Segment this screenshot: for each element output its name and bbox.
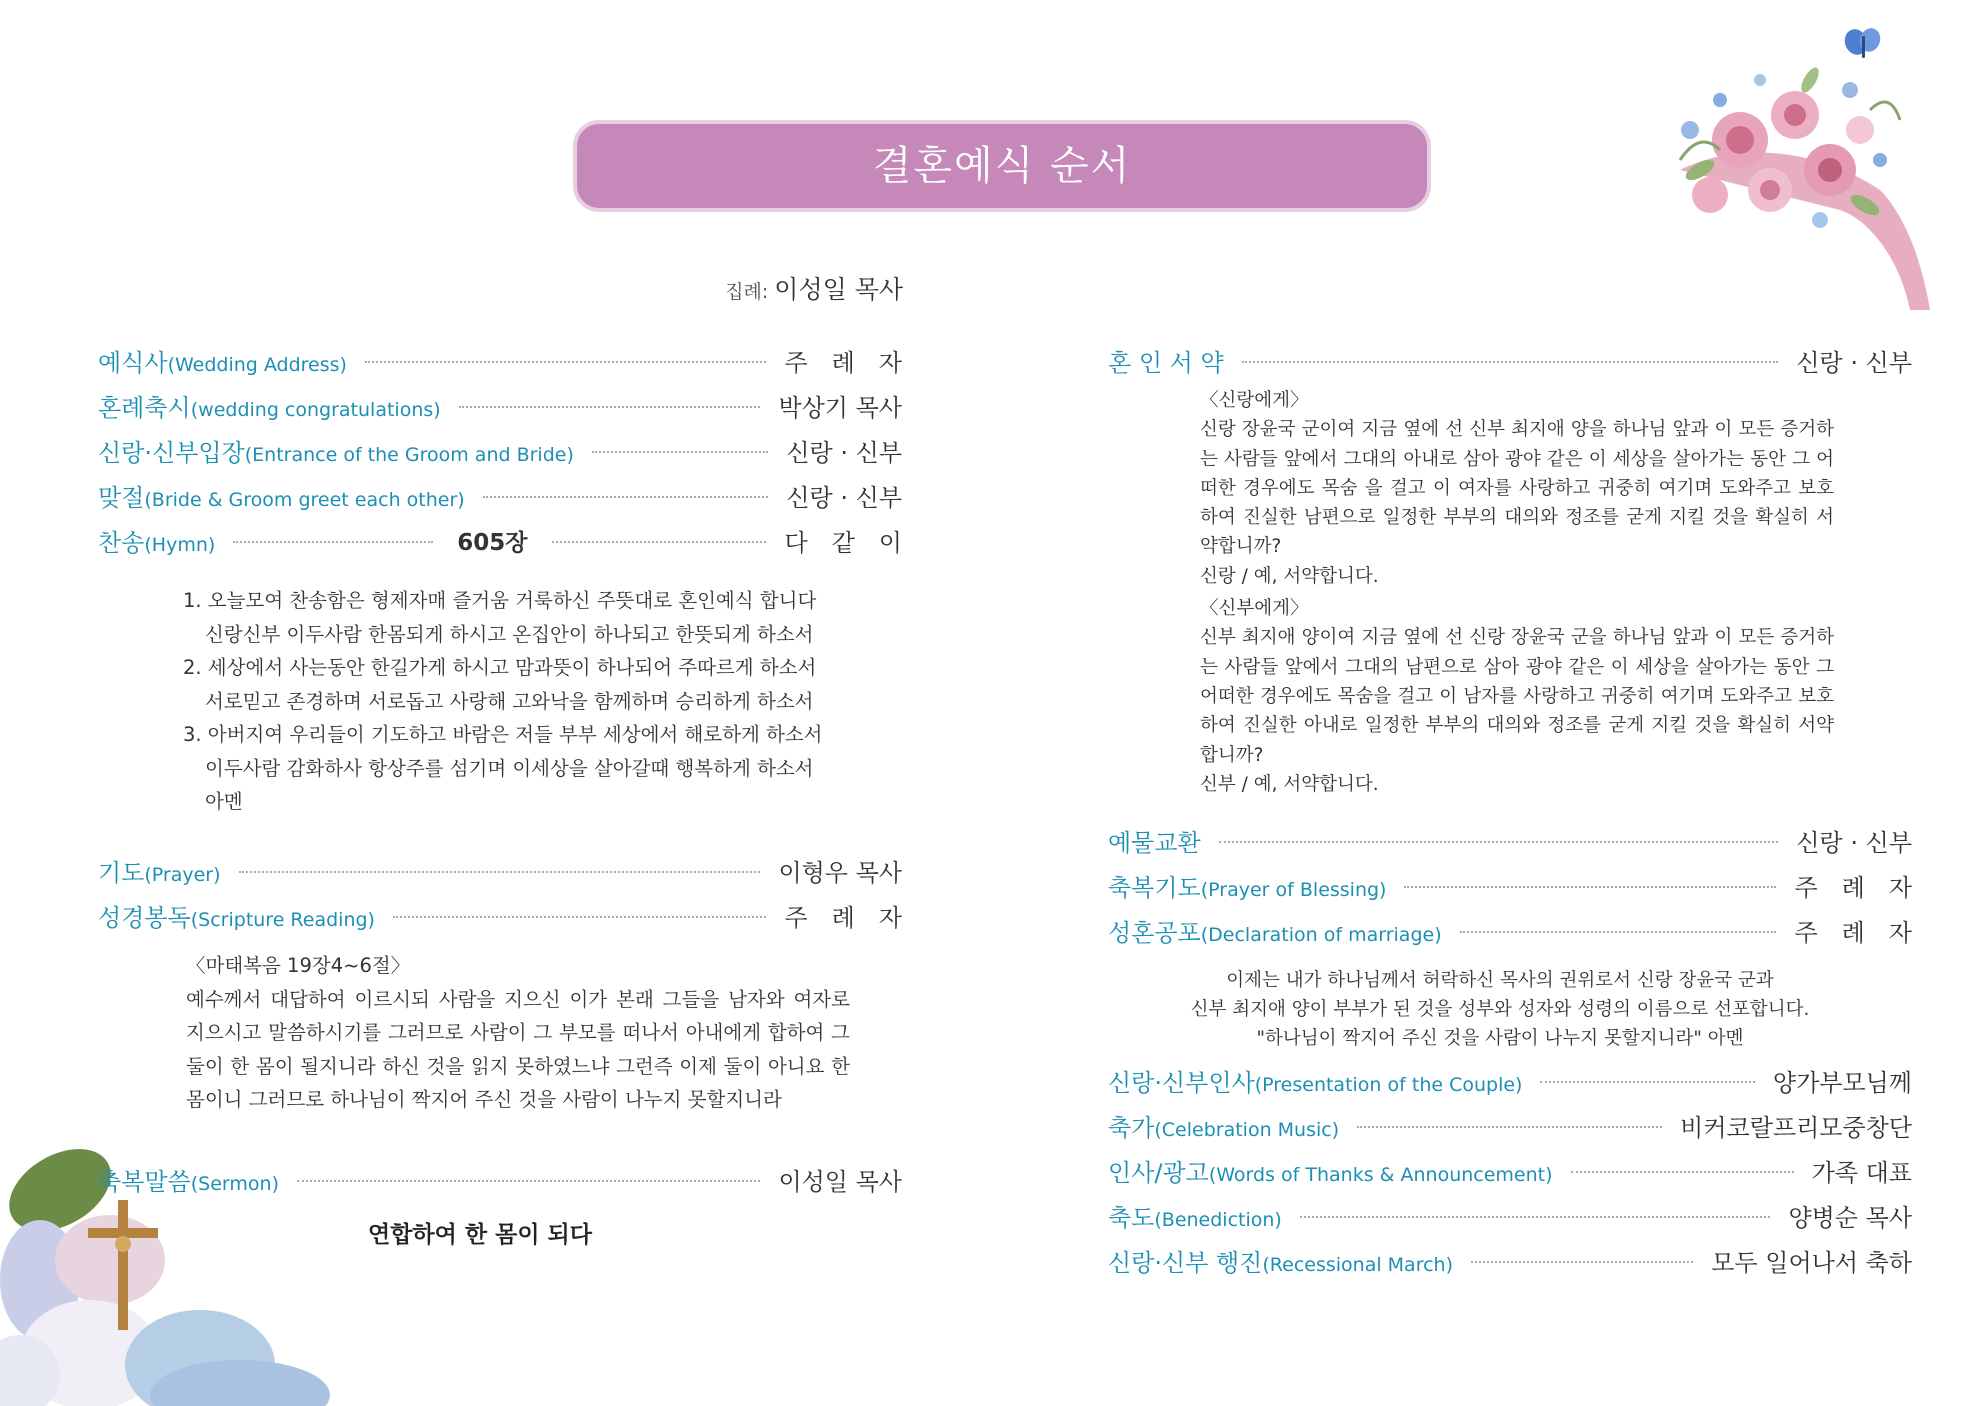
bride-heading: 〈신부에게〉	[1200, 598, 1309, 620]
dot-leader	[1242, 361, 1779, 363]
dot-leader	[483, 496, 769, 498]
item-english: (Benediction)	[1154, 1208, 1282, 1231]
program-row-vows	[1108, 338, 1912, 382]
program-row-entrance	[98, 428, 902, 472]
item-person: 주례자	[784, 348, 926, 377]
item-person: 신랑 · 신부	[786, 438, 902, 467]
item-person: 주례자	[1794, 918, 1936, 947]
bride-answer: 신부 / 예, 서약합니다.	[1200, 773, 1379, 795]
item-name: 신랑·신부 행진	[1108, 1248, 1263, 1277]
item-name: 기도	[98, 858, 145, 887]
dot-leader	[1219, 841, 1779, 843]
item-english: (Presentation of the Couple)	[1254, 1073, 1523, 1096]
item-english: (Prayer)	[144, 863, 221, 886]
item-name: 맞절	[98, 483, 145, 512]
sermon-title: 연합하여 한 몸이 되다	[368, 1222, 592, 1248]
item-person: 주례자	[784, 903, 926, 932]
butterfly-icon	[1842, 26, 1886, 66]
item-name: 예식사	[98, 348, 168, 377]
dot-leader	[239, 871, 761, 873]
item-english: (Recessional March)	[1262, 1253, 1453, 1276]
program-row-prayer	[98, 848, 902, 892]
officiant-name: 이성일 목사	[774, 275, 903, 304]
item-name: 축도	[1108, 1203, 1155, 1232]
dot-leader	[297, 1180, 760, 1182]
program-row-congratulations	[98, 383, 902, 427]
scripture-text: 예수께서 대답하여 이르시되 사람을 지으신 이가 본래 그들을 남자와 여자로 지으시고 말씀하시기를 그러므로 사람이 그 부모를 떠나서 아내에게 합하여 그 둘이 한 몸이 될지니라 하신 것을 읽지 못하였느냐 그런즉 이제 둘이 아니요 한 몸이니 그러므로 하나님이 짝지어 주신 것을 사람이 나누지 못할지니라	[186, 987, 850, 1111]
bride-vow: 신부 최지애 양이여 지금 옆에 선 신랑 장윤국 군을 하나님 앞과 이 모든 증거하는 사람들 앞에서 그대의 남편으로 삼아 광야 같은 이 세상을 살아가는 동안 그 어떠한 경우에도 목숨을 걸고 이 남자를 사랑하고 귀중히 여기며 도와주고 보호하여 진실한 아내로 일정한 부부의 대의와 정조를 굳게 지킬 것을 확실히 서약합니까?	[1200, 627, 1834, 766]
item-person: 비커코랄프리모중창단	[1680, 1113, 1912, 1142]
hymn-line: 1. 오늘모여 찬송함은 형제자매 즐거움 거룩하신 주뜻대로 혼인예식 합니다	[183, 589, 817, 612]
item-name: 혼 인 서 약	[1108, 348, 1224, 377]
item-name: 인사/광고	[1108, 1158, 1209, 1187]
item-person: 이형우 목사	[778, 858, 902, 887]
item-english: (Bride & Groom greet each other)	[144, 488, 465, 511]
hymn-number: 605장	[457, 529, 528, 556]
item-person: 신랑 · 신부	[1796, 348, 1912, 377]
dot-leader	[1300, 1216, 1771, 1218]
program-row-presentation	[1108, 1058, 1912, 1102]
dot-leader	[233, 541, 433, 543]
dot-leader	[1540, 1081, 1754, 1083]
program-row-bow	[98, 473, 902, 517]
program-row-hymn	[98, 518, 926, 562]
groom-heading: 〈신랑에게〉	[1200, 390, 1309, 411]
program-row-wedding-address	[98, 338, 926, 382]
dot-leader	[393, 916, 766, 918]
hymn-line: 아멘	[205, 790, 243, 813]
item-person: 가족 대표	[1811, 1158, 1912, 1187]
item-english: (Hymn)	[144, 533, 216, 556]
declaration-line: "하나님이 짝지어 주신 것을 사람이 나누지 못할지니라" 아멘	[1256, 1028, 1744, 1049]
groom-vow: 신랑 장윤국 군이여 지금 옆에 선 신부 최지애 양을 하나님 앞과 이 모든 증거하는 사람들 앞에서 그대의 아내로 삼아 광야 같은 이 세상을 살아가는 동안 그 어떠한 경우에도 목숨 을 걸고 이 여자를 사랑하고 귀중히 여기며 도와주고 보호하여 진실한 남편으로 일정한 부부의 대의와 정조를 굳게 지킬 것을 확실히 서약합니까?	[1200, 419, 1834, 558]
item-name: 성경봉독	[98, 903, 191, 932]
dot-leader	[365, 361, 766, 363]
item-name: 신랑·신부인사	[1108, 1068, 1255, 1097]
scripture-reference: 〈마태복음 19장4~6절〉	[186, 954, 411, 977]
item-name: 축가	[1108, 1113, 1155, 1142]
item-name: 신랑·신부입장	[98, 438, 245, 467]
item-person: 다같이	[784, 528, 926, 557]
item-name: 찬송	[98, 528, 145, 557]
item-person: 신랑 · 신부	[1796, 828, 1912, 857]
dot-leader	[1571, 1171, 1794, 1173]
item-person: 양병순 목사	[1788, 1203, 1912, 1232]
scripture-passage	[186, 949, 850, 1117]
program-row-scripture	[98, 893, 926, 937]
item-person: 주례자	[1794, 873, 1936, 902]
program-row-declaration	[1108, 908, 1936, 952]
item-name: 축복말씀	[98, 1167, 191, 1196]
program-row-recessional	[1108, 1238, 1912, 1282]
program-row-rings	[1108, 818, 1912, 862]
page-title: 결혼예식 순서	[872, 143, 1132, 189]
item-person: 모두 일어나서 축하	[1711, 1248, 1912, 1277]
item-person: 신랑 · 신부	[786, 483, 902, 512]
dot-leader	[1460, 931, 1777, 933]
item-english: (Entrance of the Groom and Bride)	[244, 443, 574, 466]
item-name: 성혼공포	[1108, 918, 1201, 947]
item-english: (Prayer of Blessing)	[1200, 878, 1387, 901]
hymn-line: 2. 세상에서 사는동안 한길가게 하시고 맘과뜻이 하나되어 주따르게 하소서	[183, 656, 817, 679]
program-row-blessing-prayer	[1108, 863, 1936, 907]
hymn-lyrics	[183, 584, 883, 819]
hymn-line: 3. 아버지여 우리들이 기도하고 바람은 저들 부부 세상에서 해로하게 하소서	[183, 723, 823, 746]
dot-leader	[1357, 1126, 1662, 1128]
dot-leader	[1471, 1261, 1693, 1263]
item-person: 박상기 목사	[778, 393, 902, 422]
groom-answer: 신랑 / 예, 서약합니다.	[1200, 565, 1379, 587]
dot-leader	[592, 451, 768, 453]
item-name: 축복기도	[1108, 873, 1201, 902]
declaration-text	[1140, 966, 1860, 1053]
item-english: (wedding congratulations)	[190, 398, 441, 421]
vow-text	[1200, 386, 1834, 799]
item-english: (Scripture Reading)	[190, 908, 375, 931]
program-row-music	[1108, 1103, 1912, 1147]
officiant-label: 집례:	[725, 281, 769, 303]
program-row-thanks	[1108, 1148, 1912, 1192]
program-row-sermon	[98, 1157, 902, 1201]
item-name: 혼례축시	[98, 393, 191, 422]
item-english: (Wedding Address)	[167, 353, 347, 376]
hymn-line: 신랑신부 이두사람 한몸되게 하시고 온집안이 하나되고 한뜻되게 하소서	[205, 622, 814, 646]
item-person: 이성일 목사	[778, 1167, 902, 1196]
item-name: 예물교환	[1108, 828, 1201, 857]
item-person: 양가부모님께	[1772, 1068, 1912, 1097]
officiant	[725, 270, 903, 306]
declaration-line: 신부 최지애 양이 부부가 된 것을 성부와 성자와 성령의 이름으로 선포합니다.	[1190, 999, 1810, 1020]
hymn-line: 서로믿고 존경하며 서로돕고 사랑해 고와낙을 함께하며 승리하게 하소서	[205, 689, 814, 713]
flower-bouquet-icon	[1620, 20, 1960, 320]
dot-leader	[552, 541, 767, 543]
program-row-benediction	[1108, 1193, 1912, 1237]
item-english: (Sermon)	[190, 1172, 279, 1195]
declaration-line: 이제는 내가 하나님께서 허락하신 목사의 권위로서 신랑 장윤국 군과	[1226, 970, 1774, 991]
dot-leader	[459, 406, 761, 408]
item-english: (Declaration of marriage)	[1200, 923, 1442, 946]
item-english: (Words of Thanks & Announcement)	[1208, 1163, 1553, 1186]
item-english: (Celebration Music)	[1154, 1118, 1340, 1141]
dot-leader	[1404, 886, 1776, 888]
hymn-line: 이두사람 감화하사 항상주를 섬기며 이세상을 살아갈때 행복하게 하소서	[205, 756, 814, 780]
